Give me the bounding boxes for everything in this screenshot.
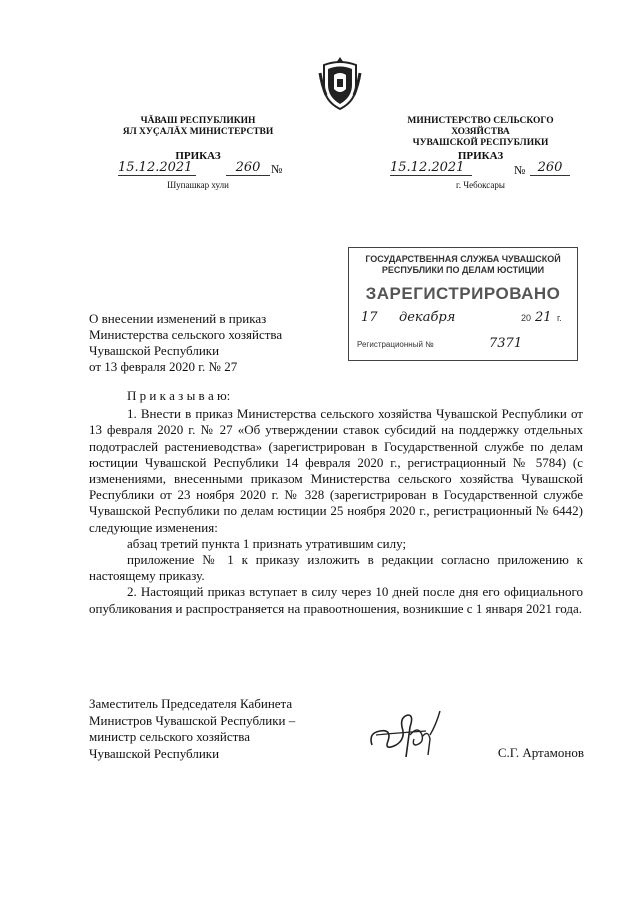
signature-line1: Заместитель Председателя Кабинета bbox=[89, 696, 293, 711]
header-right-number-sign: № bbox=[514, 163, 526, 177]
header-left-line1: ЧĂВАШ РЕСПУБЛИКИН bbox=[140, 116, 256, 126]
subject-line2: Министерства сельского хозяйства bbox=[89, 327, 283, 342]
stamp-registered: ЗАРЕГИСТРИРОВАНО bbox=[365, 284, 561, 303]
header-right-date-row bbox=[390, 160, 580, 178]
stamp-line2: РЕСПУБЛИКИ ПО ДЕЛАМ ЮСТИЦИИ bbox=[381, 265, 545, 275]
coat-of-arms-emblem bbox=[318, 55, 362, 111]
stamp-line1: ГОСУДАРСТВЕННАЯ СЛУЖБА ЧУВАШСКОЙ bbox=[365, 254, 561, 264]
registration-stamp bbox=[348, 247, 578, 361]
signature-line2: Министров Чувашской Республики – bbox=[89, 712, 296, 728]
body-paragraph-3: приложение № 1 к приказу изложить в редакции согласно приложению к настоящему приказу. bbox=[89, 552, 583, 584]
stamp-month: декабря bbox=[399, 310, 456, 325]
subject-line3: Чувашской Республики bbox=[89, 343, 220, 358]
header-right-place: г. Чебоксары bbox=[456, 180, 505, 190]
handwritten-signature bbox=[366, 705, 446, 765]
header-left-number-sign: № bbox=[271, 162, 283, 176]
header-right-line1: МИНИСТЕРСТВО СЕЛЬСКОГО ХОЗЯЙСТВА bbox=[407, 116, 554, 137]
header-right bbox=[378, 116, 583, 149]
subject-line1: О внесении изменений в приказ bbox=[89, 311, 267, 326]
stamp-year-suffix: г. bbox=[557, 313, 562, 323]
body-paragraph-1: 1. Внести в приказ Министерства сельского хозяйства Чувашской Республики от 13 февраля 2020 г. № 27 «Об утверждении ставок субсидий на поддержку отдельных подотраслей растениеводства» (зарегистрирован в Государственной службе по делам юстиции Чувашской Республики 14 февраля 2020 г., регистрационный № 5784) (с изменениями, внесенными приказом Министерства сельского хозяйства Чувашской Республики от 23 ноября 2020 г. № 328 (зарегистрирован в Государственной службе Чувашской Республики по делам юстиции 25 ноября 2020 г., регистрационный № 6442) следующие изменения: bbox=[89, 406, 583, 535]
signature-line3: министр сельского хозяйства bbox=[89, 729, 251, 744]
header-right-date: 15.12.2021 bbox=[390, 160, 472, 176]
header-right-title: ПРИКАЗ bbox=[457, 150, 504, 162]
signature-line4: Чувашской Республики bbox=[89, 745, 220, 761]
header-left-number: 260 bbox=[226, 160, 270, 176]
body-paragraph-2: абзац третий пункта 1 признать утратившим силу; bbox=[127, 535, 407, 551]
stamp-year: 21 bbox=[535, 310, 552, 325]
stamp-date-row bbox=[357, 310, 571, 328]
signature-block bbox=[89, 696, 349, 762]
order-word: П р и к а з ы в а ю: bbox=[127, 388, 231, 403]
document-body bbox=[89, 388, 583, 617]
document-subject bbox=[89, 311, 329, 375]
header-left-title: ПРИКАЗ bbox=[175, 150, 221, 162]
header-left bbox=[98, 116, 298, 138]
stamp-reg-label: Регистрационный № bbox=[357, 340, 434, 349]
stamp-reg-row bbox=[357, 336, 571, 354]
header-left-place: Шупашкар хули bbox=[167, 180, 229, 190]
stamp-day: 17 bbox=[361, 310, 378, 325]
stamp-year-prefix: 20 bbox=[521, 313, 532, 323]
body-paragraph-4: 2. Настоящий приказ вступает в силу через 10 дней после дня его официального опубликования и распространяется на правоотношения, возникшие с 1 января 2021 года. bbox=[89, 584, 583, 616]
header-right-line2: ЧУВАШСКОЙ РЕСПУБЛИКИ bbox=[412, 138, 549, 148]
header-right-number: 260 bbox=[530, 160, 570, 176]
header-left-line2: ЯЛ ХУÇАЛĂХ МИНИСТЕРСТВИ bbox=[122, 127, 274, 137]
header-left-date-row bbox=[118, 160, 288, 178]
signature-name: С.Г. Артамонов bbox=[497, 745, 584, 760]
subject-line4: от 13 февраля 2020 г. № 27 bbox=[89, 359, 238, 374]
header-left-date: 15.12.2021 bbox=[118, 160, 196, 176]
stamp-reg-number: 7371 bbox=[489, 336, 523, 351]
